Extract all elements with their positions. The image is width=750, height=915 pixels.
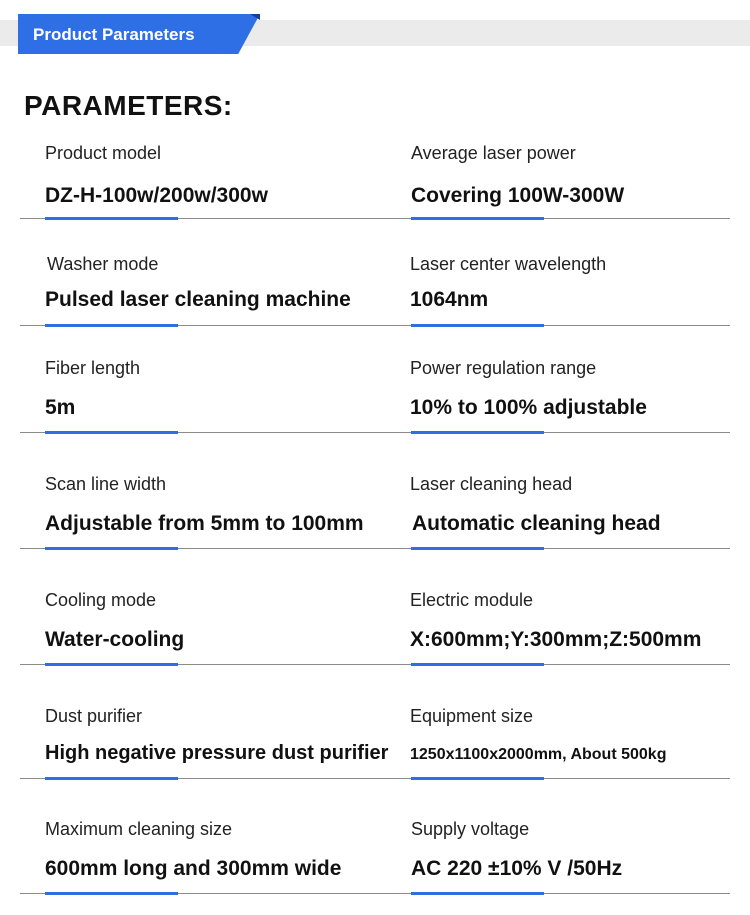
param-value-laser-cleaning-head: Automatic cleaning head: [412, 512, 661, 535]
param-value-electric-module: X:600mm;Y:300mm;Z:500mm: [410, 628, 702, 651]
accent-underline: [411, 777, 544, 780]
accent-underline: [411, 892, 544, 895]
accent-underline: [45, 217, 178, 220]
param-label-equipment-size: Equipment size: [410, 706, 534, 726]
param-label-fiber-length: Fiber length: [45, 358, 141, 378]
accent-underline: [45, 777, 178, 780]
accent-underline: [411, 431, 544, 434]
accent-underline: [411, 217, 544, 220]
param-value-power-regulation-range: 10% to 100% adjustable: [410, 396, 647, 419]
param-value-laser-center-wavelength: 1064nm: [410, 288, 489, 311]
tab-corner-decoration: [250, 14, 260, 20]
param-label-washer-mode: Washer mode: [47, 254, 159, 274]
accent-underline: [411, 663, 544, 666]
param-label-product-model: Product model: [45, 143, 162, 163]
param-value-washer-mode: Pulsed laser cleaning machine: [45, 288, 351, 311]
tab-label: Product Parameters: [33, 25, 195, 44]
page-title: PARAMETERS:: [24, 90, 233, 121]
param-label-power-regulation-range: Power regulation range: [410, 358, 597, 378]
param-value-product-model: DZ-H-100w/200w/300w: [45, 184, 268, 207]
param-label-dust-purifier: Dust purifier: [45, 706, 143, 726]
param-label-laser-center-wavelength: Laser center wavelength: [410, 254, 607, 274]
param-value-average-laser-power: Covering 100W-300W: [411, 184, 625, 207]
accent-underline: [411, 324, 544, 327]
param-value-cooling-mode: Water-cooling: [45, 628, 185, 651]
param-value-fiber-length: 5m: [45, 396, 76, 419]
accent-underline: [45, 324, 178, 327]
param-value-scan-line-width: Adjustable from 5mm to 100mm: [45, 512, 364, 535]
accent-underline: [411, 547, 544, 550]
param-label-average-laser-power: Average laser power: [411, 143, 576, 163]
param-label-cooling-mode: Cooling mode: [45, 590, 157, 610]
accent-underline: [45, 663, 178, 666]
param-value-equipment-size: 1250x1100x2000mm, About 500kg: [410, 746, 667, 763]
accent-underline: [45, 892, 178, 895]
param-value-maximum-cleaning-size: 600mm long and 300mm wide: [45, 857, 342, 880]
accent-underline: [45, 431, 178, 434]
param-label-scan-line-width: Scan line width: [45, 474, 167, 494]
param-label-maximum-cleaning-size: Maximum cleaning size: [45, 819, 233, 839]
param-label-supply-voltage: Supply voltage: [411, 819, 530, 839]
param-label-electric-module: Electric module: [410, 590, 534, 610]
param-value-dust-purifier: High negative pressure dust purifier: [45, 742, 389, 764]
accent-underline: [45, 547, 178, 550]
param-label-laser-cleaning-head: Laser cleaning head: [410, 474, 573, 494]
param-value-supply-voltage: AC 220 ±10% V /50Hz: [411, 857, 623, 880]
